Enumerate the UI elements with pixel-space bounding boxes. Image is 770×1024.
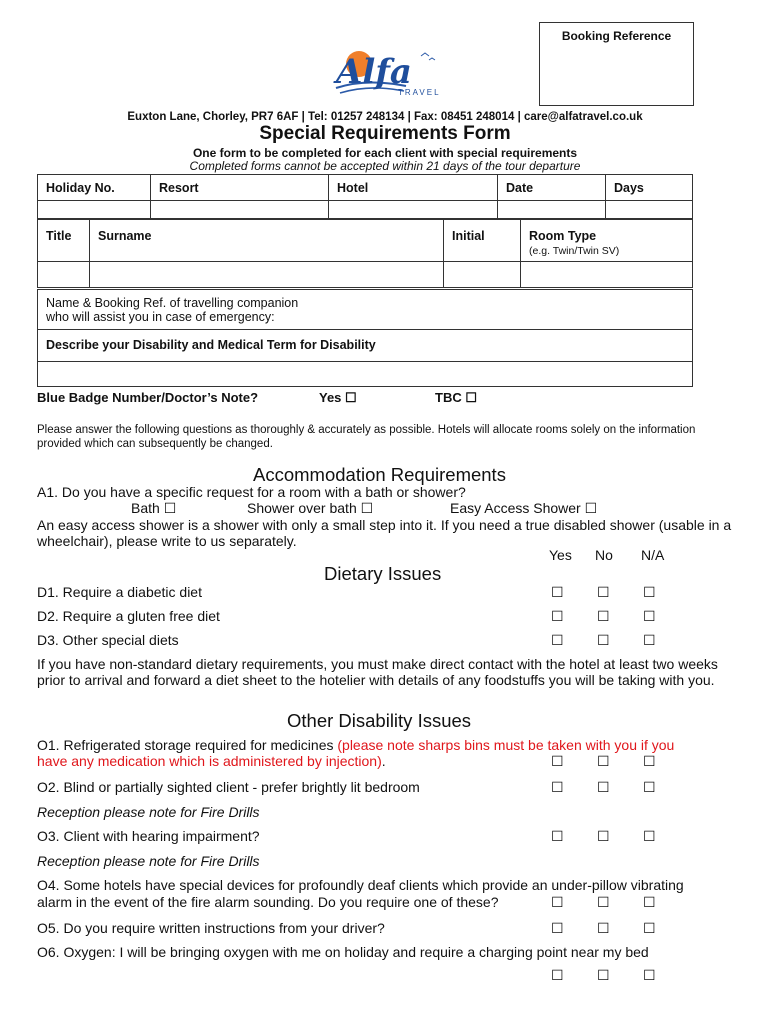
d1-no-checkbox[interactable]: ☐: [597, 584, 610, 600]
o5-na-checkbox[interactable]: ☐: [643, 920, 656, 936]
holiday-no-header: Holiday No.: [38, 175, 151, 201]
o1-na-checkbox[interactable]: ☐: [643, 753, 656, 769]
d2-yes-checkbox[interactable]: ☐: [551, 608, 564, 624]
initial-input[interactable]: [444, 262, 521, 288]
other-o3: O3. Client with hearing impairment?: [37, 828, 260, 844]
room-type-input[interactable]: [521, 262, 693, 288]
blue-badge-yes-checkbox[interactable]: Yes ☐: [319, 390, 357, 405]
blue-badge-label: Blue Badge Number/Doctor’s Note?: [37, 390, 259, 405]
other-o4-line1: O4. Some hotels have special devices for profoundly deaf clients which provide an under-pillow vibrating: [37, 877, 684, 893]
disability-heading: Describe your Disability and Medical Term for Disability: [38, 330, 693, 362]
other-o4-line2: alarm in the event of the fire alarm sounding. Do you require one of these?: [37, 894, 499, 910]
o1-period: .: [381, 753, 386, 769]
bath-checkbox[interactable]: Bath ☐: [131, 500, 177, 516]
o1-no-checkbox[interactable]: ☐: [597, 753, 610, 769]
days-header: Days: [606, 175, 693, 201]
o2-na-checkbox[interactable]: ☐: [643, 779, 656, 795]
o4-yes-checkbox[interactable]: ☐: [551, 894, 564, 910]
companion-field[interactable]: [38, 290, 693, 330]
companion-line2: who will assist you in case of emergency:: [46, 310, 275, 324]
dietary-d3: D3. Other special diets: [37, 632, 179, 648]
initial-header: Initial: [444, 220, 521, 262]
d1-yes-checkbox[interactable]: ☐: [551, 584, 564, 600]
holiday-details-table: [37, 174, 693, 219]
booking-reference-label: Booking Reference: [561, 29, 672, 43]
reception-note-1: Reception please note for Fire Drills: [37, 804, 260, 820]
room-type-hint: (e.g. Twin/Twin SV): [529, 245, 620, 257]
subtitle: One form to be completed for each client with special requirements: [192, 146, 578, 160]
page-title: Special Requirements Form: [259, 123, 511, 144]
dietary-note: If you have non-standard dietary requirements, you must make direct contact with the hotel at least two weeks prior to arrival and forward a diet sheet to the hotelier with details of any foodstuffs you will be taking with you.: [37, 656, 718, 688]
room-type-label: Room Type: [529, 229, 597, 243]
o3-yes-checkbox[interactable]: ☐: [551, 828, 564, 844]
companion-line1: Name & Booking Ref. of travelling companion: [46, 296, 299, 310]
o4-no-checkbox[interactable]: ☐: [597, 894, 610, 910]
other-o1-line2: [37, 753, 386, 769]
date-input[interactable]: [498, 201, 606, 219]
holiday-no-input[interactable]: [38, 201, 151, 219]
title-header: Title: [38, 220, 90, 262]
instructions: Please answer the following questions as thoroughly & accurately as possible. Hotels will allocate rooms solely on the information provided which can subsequently be changed.: [37, 424, 696, 450]
subtitle-note: Completed forms cannot be accepted within 21 days of the tour departure: [189, 159, 581, 173]
title-input[interactable]: [38, 262, 90, 288]
logo-text: Alfa: [336, 52, 412, 92]
accommodation-heading: Accommodation Requirements: [253, 464, 506, 485]
other-o2: O2. Blind or partially sighted client - prefer brightly lit bedroom: [37, 779, 420, 795]
o3-no-checkbox[interactable]: ☐: [597, 828, 610, 844]
d3-no-checkbox[interactable]: ☐: [597, 632, 610, 648]
booking-reference-box[interactable]: [539, 22, 694, 106]
o6-yes-checkbox[interactable]: ☐: [551, 967, 564, 983]
alfa-travel-logo: [326, 48, 446, 104]
disability-input[interactable]: [38, 362, 693, 387]
other-heading: Other Disability Issues: [287, 710, 472, 731]
client-details-table: [37, 219, 693, 288]
accommodation-note: An easy access shower is a shower with only a small step into it. If you need a true disabled shower (usable in a wheelchair), please write to us separately.: [37, 517, 732, 549]
o1-red-text-a: (please note sharps bins must be taken with you if you: [337, 737, 675, 753]
contact-line: Euxton Lane, Chorley, PR7 6AF | Tel: 01257 248134 | Fax: 08451 248014 | care@alfatravel.co.uk: [127, 111, 643, 123]
o1-text: O1. Refrigerated storage required for medicines: [37, 737, 338, 753]
hotel-input[interactable]: [329, 201, 498, 219]
o3-na-checkbox[interactable]: ☐: [643, 828, 656, 844]
dietary-d2: D2. Require a gluten free diet: [37, 608, 220, 624]
reception-note-2: Reception please note for Fire Drills: [37, 853, 260, 869]
accommodation-a1: A1. Do you have a specific request for a room with a bath or shower?: [37, 484, 466, 500]
d1-na-checkbox[interactable]: ☐: [643, 584, 656, 600]
o1-yes-checkbox[interactable]: ☐: [551, 753, 564, 769]
blue-badge-tbc-checkbox[interactable]: TBC ☐: [435, 390, 477, 405]
o6-no-checkbox[interactable]: ☐: [597, 967, 610, 983]
o4-na-checkbox[interactable]: ☐: [643, 894, 656, 910]
days-input[interactable]: [606, 201, 693, 219]
o2-no-checkbox[interactable]: ☐: [597, 779, 610, 795]
o5-no-checkbox[interactable]: ☐: [597, 920, 610, 936]
shower-over-bath-checkbox[interactable]: Shower over bath ☐: [247, 500, 374, 516]
o2-yes-checkbox[interactable]: ☐: [551, 779, 564, 795]
companion-table: [37, 289, 693, 387]
easy-access-shower-checkbox[interactable]: Easy Access Shower ☐: [450, 500, 598, 516]
d3-yes-checkbox[interactable]: ☐: [551, 632, 564, 648]
resort-header: Resort: [151, 175, 329, 201]
room-type-header: [521, 220, 693, 262]
other-o1: [37, 737, 737, 753]
o6-na-checkbox[interactable]: ☐: [643, 967, 656, 983]
o5-yes-checkbox[interactable]: ☐: [551, 920, 564, 936]
surname-input[interactable]: [90, 262, 444, 288]
o1-red-text-b: have any medication which is administered by injection): [37, 753, 382, 769]
d2-no-checkbox[interactable]: ☐: [597, 608, 610, 624]
dietary-d1: D1. Require a diabetic diet: [37, 584, 202, 600]
logo-subtext: TRAVEL: [398, 88, 441, 97]
other-o5: O5. Do you require written instructions from your driver?: [37, 920, 385, 936]
surname-header: Surname: [90, 220, 444, 262]
d2-na-checkbox[interactable]: ☐: [643, 608, 656, 624]
date-header: Date: [498, 175, 606, 201]
resort-input[interactable]: [151, 201, 329, 219]
column-yes: Yes: [549, 547, 572, 563]
dietary-heading: Dietary Issues: [324, 563, 442, 584]
column-no: No: [595, 547, 613, 563]
hotel-header: Hotel: [329, 175, 498, 201]
other-o6: O6. Oxygen: I will be bringing oxygen with me on holiday and require a charging point near my bed: [37, 944, 649, 960]
column-na: N/A: [641, 547, 665, 563]
d3-na-checkbox[interactable]: ☐: [643, 632, 656, 648]
